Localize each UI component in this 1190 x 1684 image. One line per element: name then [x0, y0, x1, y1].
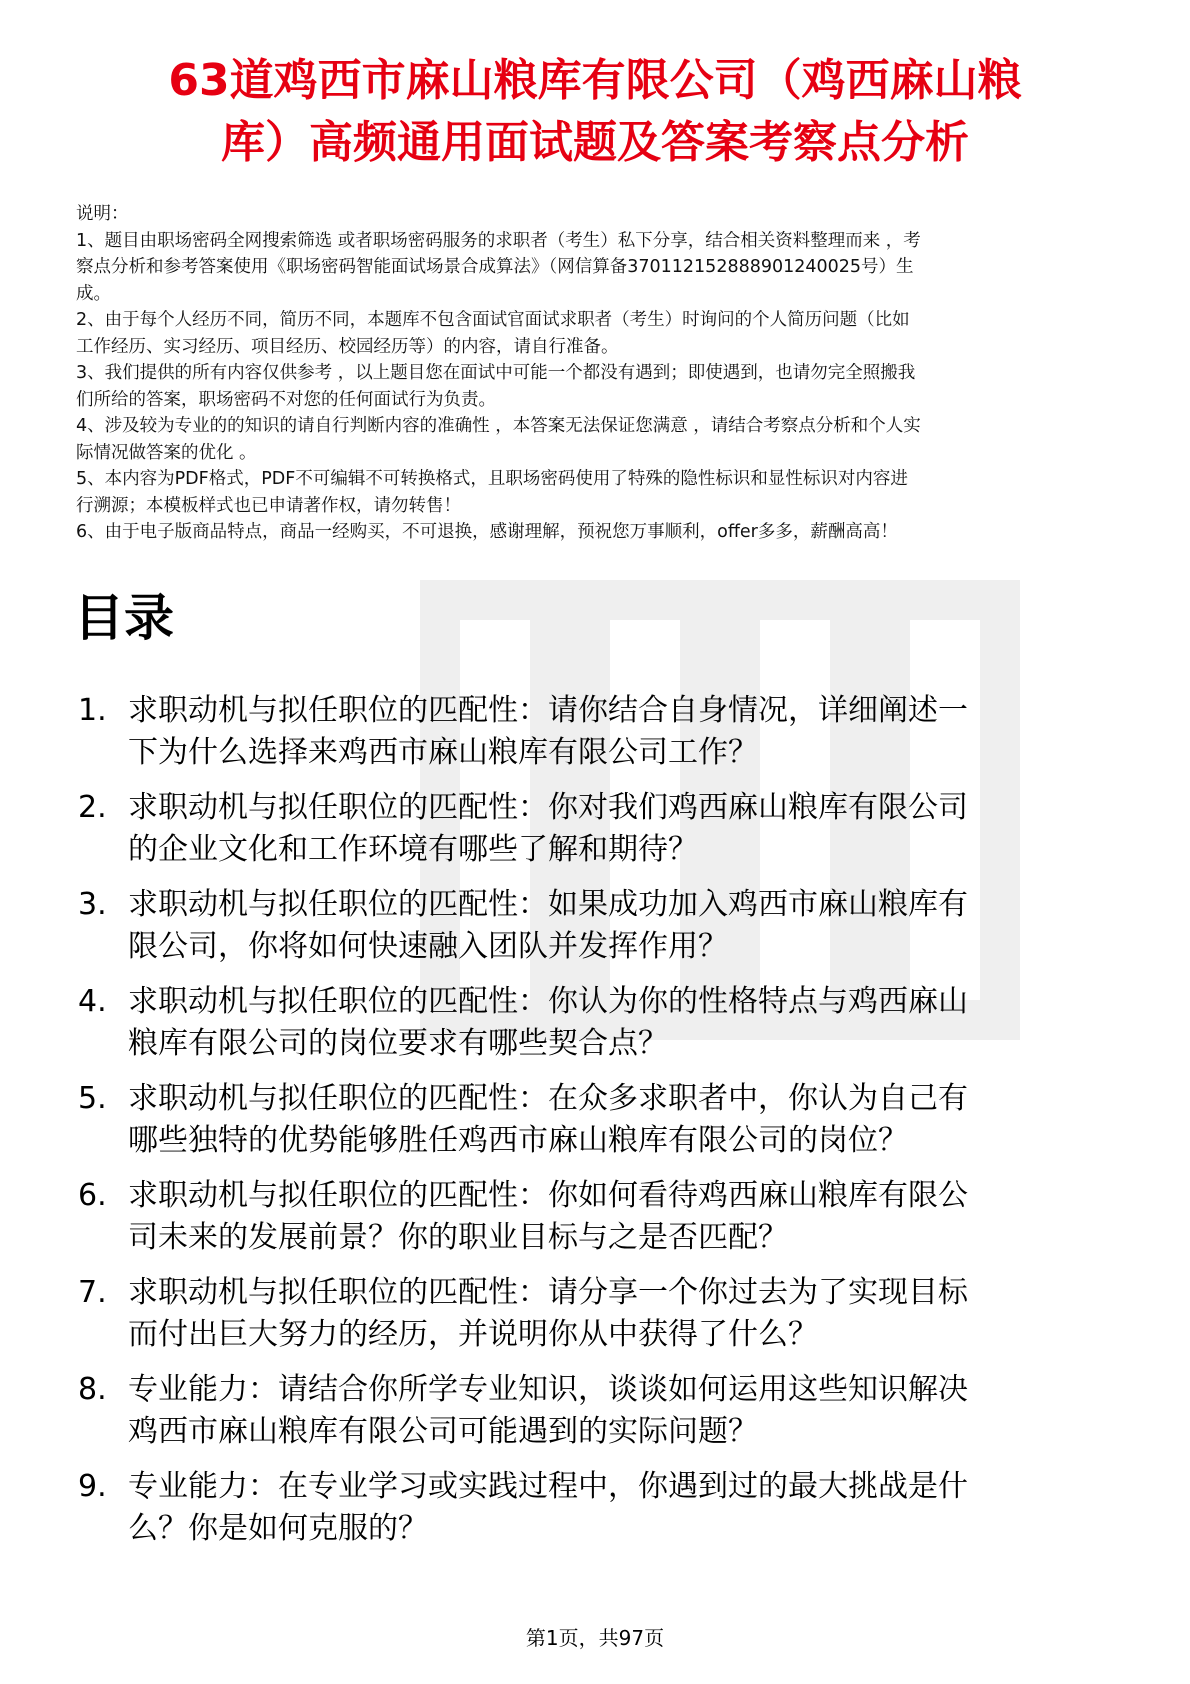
toc-item-number: 6. — [78, 1178, 107, 1213]
document-title — [80, 50, 1110, 174]
notes-line: 2、由于每个人经历不同，简历不同，本题库不包含面试官面试求职者（考生）时询问的个人简历问题（比如 — [76, 310, 910, 330]
toc-item-text-line-1: 求职动机与拟任职位的匹配性：在众多求职者中，你认为自己有 — [128, 1081, 968, 1116]
notes-line: 行溯源；本模板样式也已申请著作权，请勿转售！ — [76, 495, 461, 516]
toc-item-text-line-2: 粮库有限公司的岗位要求有哪些契合点？ — [128, 1026, 668, 1061]
toc-item-text-line-1: 求职动机与拟任职位的匹配性：你对我们鸡西麻山粮库有限公司 — [128, 790, 968, 825]
toc-item-number: 8. — [78, 1372, 107, 1407]
notes-line: 3、我们提供的所有内容仅供参考 ，以上题目您在面试中可能一个都没有遇到；即使遇到，也请勿完全照搬我 — [76, 363, 916, 383]
toc-item[interactable] — [78, 1078, 1118, 1162]
notes-line: 1、题目由职场密码全网搜索筛选 或者职场密码服务的求职者（考生）私下分享，结合相关资料整理而来 ，考 — [76, 230, 921, 251]
toc-item-text-line-2: 下为什么选择来鸡西市麻山粮库有限公司工作？ — [128, 735, 758, 770]
toc-item-number: 2. — [78, 790, 107, 825]
toc-item-number: 9. — [78, 1469, 107, 1504]
notes-label: 说明： — [76, 204, 129, 224]
toc-item-text-line-2: 哪些独特的优势能够胜任鸡西市麻山粮库有限公司的岗位？ — [128, 1123, 908, 1158]
toc-item-text-line-2: 鸡西市麻山粮库有限公司可能遇到的实际问题？ — [128, 1414, 758, 1449]
toc-item-text-line-1: 求职动机与拟任职位的匹配性：请你结合自身情况，详细阐述一 — [128, 693, 968, 728]
toc-item-number: 4. — [78, 984, 107, 1019]
disclaimer-notes — [76, 201, 1116, 546]
notes-line: 6、由于电子版商品特点，商品一经购买，不可退换，感谢理解，预祝您万事顺利，offer多多，薪酬高高！ — [76, 522, 898, 542]
toc-item-text-line-1: 专业能力：请结合你所学专业知识，谈谈如何运用这些知识解决 — [128, 1372, 968, 1407]
notes-line: 工作经历、实习经历、项目经历、校园经历等）的内容，请自行准备。 — [76, 336, 619, 357]
toc-item[interactable] — [78, 1272, 1118, 1356]
toc-item-text-line-1: 求职动机与拟任职位的匹配性：你认为你的性格特点与鸡西麻山 — [128, 984, 968, 1019]
toc-item-number: 1. — [78, 693, 107, 728]
toc-item[interactable] — [78, 690, 1118, 774]
toc-item-text-line-1: 求职动机与拟任职位的匹配性：请分享一个你过去为了实现目标 — [128, 1275, 968, 1310]
title-line-1: 63道鸡西市麻山粮库有限公司（鸡西麻山粮 — [168, 55, 1022, 106]
notes-line: 成。 — [76, 283, 111, 304]
toc-item-text-line-2: 司未来的发展前景？你的职业目标与之是否匹配？ — [128, 1220, 788, 1255]
toc-heading: 目录 — [74, 589, 174, 647]
toc-item[interactable] — [78, 884, 1118, 968]
toc-item-text-line-1: 求职动机与拟任职位的匹配性：你如何看待鸡西麻山粮库有限公 — [128, 1178, 968, 1213]
toc-item[interactable] — [78, 1175, 1118, 1259]
notes-line: 们所给的答案，职场密码不对您的任何面试行为负责。 — [76, 389, 496, 410]
toc-item[interactable] — [78, 981, 1118, 1065]
toc-item-text-line-2: 的企业文化和工作环境有哪些了解和期待？ — [128, 832, 698, 867]
page-footer: 第1页，共97页 — [525, 1626, 665, 1650]
title-line-2: 库）高频通用面试题及答案考察点分析 — [221, 117, 969, 168]
toc-item-text-line-1: 求职动机与拟任职位的匹配性：如果成功加入鸡西市麻山粮库有 — [128, 887, 968, 922]
toc-item-text-line-2: 限公司，你将如何快速融入团队并发挥作用？ — [128, 929, 728, 964]
notes-line: 察点分析和参考答案使用《职场密码智能面试场景合成算法》（网信算备370112152888901240025号）生 — [76, 257, 914, 277]
notes-line: 际情况做答案的优化 。 — [76, 442, 257, 463]
notes-line: 4、涉及较为专业的的知识的请自行判断内容的准确性 ，本答案无法保证您满意 ，请结合考察点分析和个人实 — [76, 416, 921, 436]
toc-item-text-line-1: 专业能力：在专业学习或实践过程中，你遇到过的最大挑战是什 — [128, 1469, 968, 1504]
toc-item-number: 5. — [78, 1081, 107, 1116]
toc-item[interactable] — [78, 1466, 1118, 1550]
toc-item[interactable] — [78, 1369, 1118, 1453]
notes-line: 5、本内容为PDF格式，PDF不可编辑不可转换格式，且职场密码使用了特殊的隐性标识和显性标识对内容进 — [76, 469, 908, 489]
toc-item-text-line-2: 么？你是如何克服的？ — [128, 1511, 428, 1546]
toc-item-number: 3. — [78, 887, 107, 922]
toc-item[interactable] — [78, 787, 1118, 871]
toc-item-text-line-2: 而付出巨大努力的经历，并说明你从中获得了什么？ — [128, 1317, 818, 1352]
toc-item-number: 7. — [78, 1275, 107, 1310]
